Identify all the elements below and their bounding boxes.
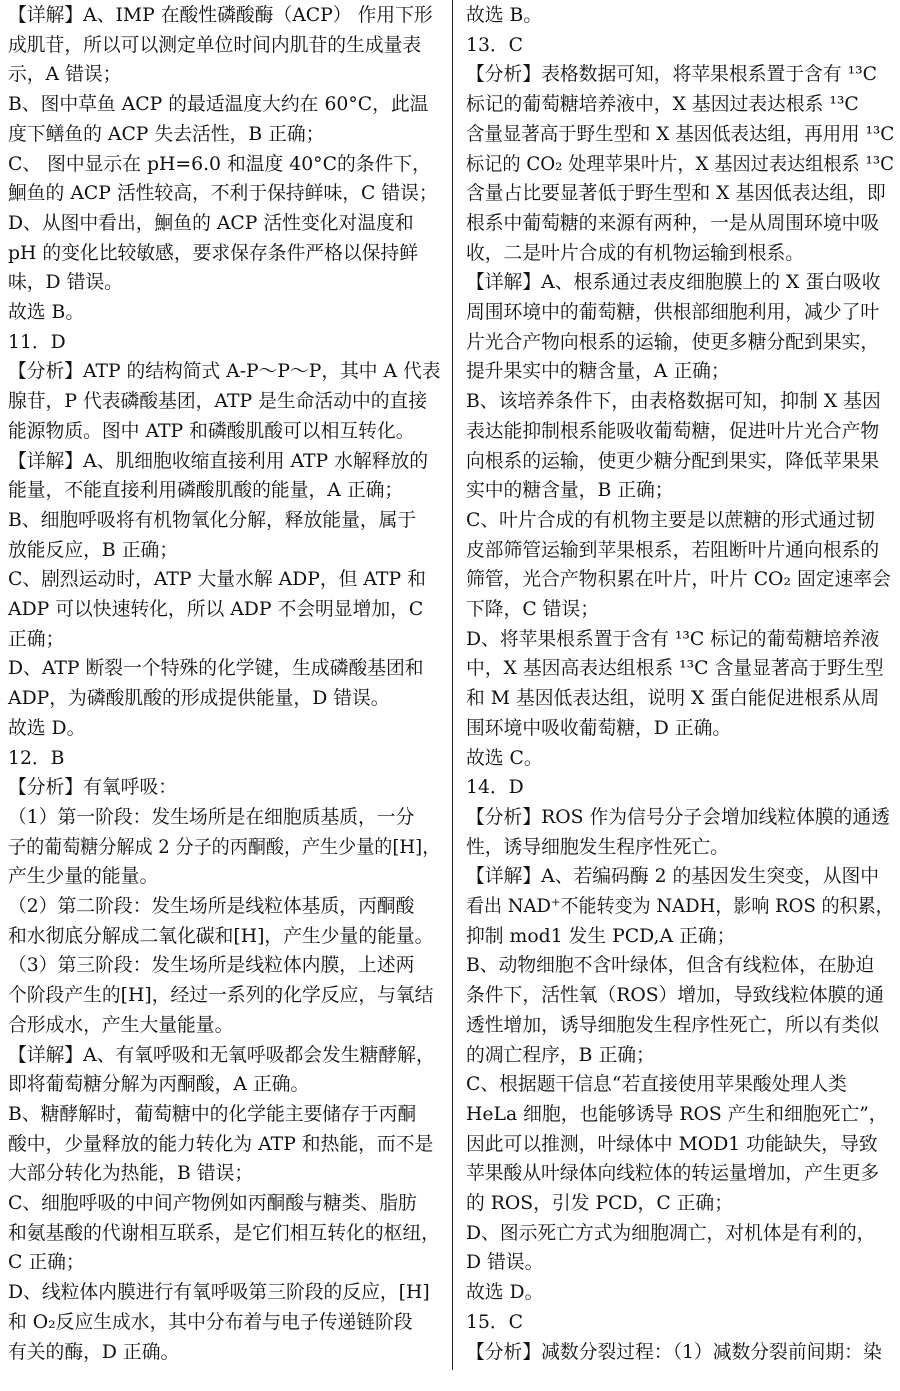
text-line: 【分析】ROS 作为信号分子会增加线粒体膜的通透 — [466, 806, 890, 828]
text-line: 【详解】A、有氧呼吸和无氧呼吸都会发生糖酵解， — [8, 1044, 435, 1066]
text-line: 实中的糖含量，B 正确； — [466, 480, 674, 502]
text-line: 提升果实中的糖含量，A 正确； — [466, 361, 730, 383]
text-line: 下降，C 错误； — [466, 599, 600, 620]
text-line: 和 M 基因低表达组，说明 X 蛋白能促进根系从周 — [466, 688, 880, 710]
text-line: C、根据题干信息“若直接使用苹果酸处理人类 — [466, 1074, 847, 1096]
text-line: 度下鳝鱼的 ACP 失去活性，B 正确； — [8, 123, 325, 145]
text-line: 收，二是叶片合成的有机物运输到根系。 — [466, 242, 805, 264]
text-line: ADP，为磷酸肌酸的形成提供能量，D 错误。 — [8, 688, 390, 710]
text-line: 鮰鱼的 ACP 活性较高，不利于保持鲜味，C 错误； — [8, 183, 438, 205]
text-line: 个阶段产生的[H]，经过一系列的化学反应，与氧结 — [8, 985, 434, 1007]
text-line: D、从图中看出，鮰鱼的 ACP 活性变化对温度和 — [8, 212, 414, 234]
text-line: pH 的变化比较敏感，要求保存条件严格以保持鲜 — [8, 242, 418, 264]
text-line: 苹果酸从叶绿体向线粒体的转运量增加，产生更多 — [466, 1163, 880, 1185]
text-line: B、糖酵解时，葡萄糖中的化学能主要储存于丙酮 — [8, 1103, 417, 1125]
text-line: 【详解】A、若编码酶 2 的基因发生突变，从图中 — [466, 866, 880, 888]
text-line: 成肌苷，所以可以测定单位时间内肌苷的生成量表 — [8, 34, 422, 56]
text-line: 含量显著高于野生型和 X 基因低表达组，再用用 ¹³C — [466, 123, 895, 145]
text-line: C 正确； — [8, 1252, 85, 1274]
text-line: 性，诱导细胞发生程序性死亡。 — [466, 836, 729, 858]
text-line: D 错误。 — [466, 1252, 544, 1274]
text-line: 故选 C。 — [466, 747, 543, 769]
text-line: 合形成水，产生大量能量。 — [8, 1014, 234, 1036]
text-line: 条件下，活性氧（ROS）增加，导致线粒体膜的通 — [466, 985, 885, 1007]
text-line: 故选 B。 — [466, 5, 543, 26]
text-line: 【详解】A、肌细胞收缩直接利用 ATP 水解释放的 — [8, 450, 429, 472]
text-line: 故选 D。 — [8, 717, 86, 739]
text-line: C、 图中显示在 pH=6.0 和温度 40°C的条件下， — [8, 153, 431, 175]
text-line: B、动物细胞不含叶绿体，但含有线粒体，在胁迫 — [466, 955, 875, 977]
text-line: 和氨基酸的代谢相互联系，是它们相互转化的枢纽， — [8, 1222, 440, 1244]
text-line: 腺苷，P 代表磷酸基团，ATP 是生命活动中的直接 — [8, 391, 428, 413]
text-line: 放能反应，B 正确； — [8, 539, 179, 561]
text-line: 【详解】A、IMP 在酸性磷酸酶（ACP） 作用下形 — [8, 5, 433, 26]
text-line: 和水彻底分解成二氧化碳和[H]，产生少量的能量。 — [8, 925, 434, 947]
text-line: 12．B — [8, 747, 65, 769]
text-line: 15．C — [466, 1311, 524, 1333]
text-line: 酸中，少量释放的能力转化为 ATP 和热能，而不是 — [8, 1133, 434, 1155]
text-line: 即将葡萄糖分解为丙酮酸，A 正确。 — [8, 1074, 310, 1096]
text-line: D、ATP 断裂一个特殊的化学键，生成磷酸基团和 — [8, 658, 424, 680]
text-line: 故选 B。 — [8, 302, 85, 323]
text-line: 大部分转化为热能，B 错误； — [8, 1163, 254, 1185]
text-line: 产生少量的能量。 — [8, 866, 159, 888]
text-line: D、将苹果根系置于含有 ¹³C 标记的葡萄糖培养液 — [466, 628, 880, 650]
text-line: C、剧烈运动时，ATP 大量水解 ADP，但 ATP 和 — [8, 569, 426, 591]
text-line: 向根系的运输，使更少糖分配到果实，降低苹果果 — [466, 450, 880, 472]
text-line: 围环境中吸收葡萄糖，D 正确。 — [466, 717, 732, 739]
text-line: 13．C — [466, 34, 524, 56]
text-line: 皮部筛管运输到苹果根系，若阻断叶片通向根系的 — [466, 539, 880, 561]
text-line: B、细胞呼吸将有机物氧化分解，释放能量，属于 — [8, 509, 417, 531]
text-line: 标记的 CO₂ 处理苹果叶片，X 基因过表达组根系 ¹³C — [466, 153, 895, 175]
text-line: 筛管，光合产物积累在叶片，叶片 CO₂ 固定速率会 — [466, 569, 891, 591]
text-line: 片光合产物向根系的运输，使更多糖分配到果实， — [466, 331, 880, 353]
text-line: 【详解】A、根系通过表皮细胞膜上的 X 蛋白吸收 — [466, 272, 881, 294]
text-line: 透性增加，诱导细胞发生程序性死亡，所以有类似 — [466, 1014, 880, 1036]
text-line: 根系中葡萄糖的来源有两种，一是从周围环境中吸 — [466, 212, 880, 234]
text-line: 味，D 错误。 — [8, 272, 123, 294]
text-line: 示，A 错误； — [8, 64, 122, 86]
text-line: 有关的酶，D 正确。 — [8, 1341, 180, 1363]
text-line: （2）第二阶段：发生场所是线粒体基质，丙酮酸 — [8, 896, 415, 917]
text-line: 表达能抑制根系能吸收葡萄糖，促进叶片光合产物 — [466, 420, 880, 442]
text-line: HeLa 细胞，也能够诱导 ROS 产生和细胞死亡”， — [466, 1103, 888, 1125]
text-line: ADP 可以快速转化，所以 ADP 不会明显增加，C — [8, 599, 424, 620]
text-line: 的 ROS，引发 PCD，C 正确； — [466, 1193, 733, 1214]
text-line: 11．D — [8, 331, 66, 353]
text-line: 因此可以推测，叶绿体中 MOD1 功能缺失，导致 — [466, 1133, 878, 1155]
text-line: （3）第三阶段：发生场所是线粒体内膜，上述两 — [8, 955, 415, 977]
text-line: 【分析】ATP 的结构简式 A-P～P～P，其中 A 代表 — [8, 361, 441, 383]
text-line: 中，X 基因高表达组根系 ¹³C 含量显著高于野生型 — [466, 658, 884, 680]
text-line: D、图示死亡方式为细胞凋亡，对机体是有利的， — [466, 1222, 876, 1244]
text-line: 【分析】减数分裂过程：（1）减数分裂前间期：染 — [466, 1341, 882, 1363]
text-line: 抑制 mod1 发生 PCD,A 正确； — [466, 925, 736, 947]
text-line: 能量，不能直接利用磷酸肌酸的能量，A 正确； — [8, 480, 404, 502]
text-line: 含量占比要显著低于野生型和 X 基因低表达组，即 — [466, 183, 886, 205]
text-line: D、线粒体内膜进行有氧呼吸第三阶段的反应，[H] — [8, 1282, 430, 1304]
text-line: 能源物质。图中 ATP 和磷酸肌酸可以相互转化。 — [8, 420, 415, 442]
text-line: B、该培养条件下，由表格数据可知，抑制 X 基因 — [466, 391, 881, 413]
text-line: C、细胞呼吸的中间产物例如丙酮酸与糖类、脂肪 — [8, 1193, 417, 1214]
text-line: 子的葡萄糖分解成 2 分子的丙酮酸，产生少量的[H]， — [8, 836, 441, 858]
text-line: 【分析】表格数据可知，将苹果根系置于含有 ¹³C — [466, 64, 878, 86]
text-line: 和 O₂反应生成水，其中分布着与电子传递链阶段 — [8, 1311, 413, 1333]
text-line: 故选 D。 — [466, 1282, 544, 1304]
text-line: 【分析】有氧呼吸： — [8, 777, 178, 799]
column-divider — [452, 0, 453, 1370]
text-line: 看出 NAD⁺不能转变为 NADH，影响 ROS 的积累， — [466, 896, 894, 917]
text-line: 正确； — [8, 628, 65, 650]
text-line: （1）第一阶段：发生场所是在细胞质基质，一分 — [8, 806, 415, 828]
text-line: B、图中草鱼 ACP 的最适温度大约在 60°C，此温 — [8, 94, 429, 116]
text-line: 的凋亡程序，B 正确； — [466, 1044, 655, 1066]
text-line: 14．D — [466, 777, 524, 799]
text-line: 标记的葡萄糖培养液中，X 基因过表达根系 ¹³C — [466, 94, 859, 116]
text-line: 周围环境中的葡萄糖，供根部细胞利用，减少了叶 — [466, 302, 880, 323]
text-line: C、叶片合成的有机物主要是以蔗糖的形式通过韧 — [466, 509, 875, 531]
